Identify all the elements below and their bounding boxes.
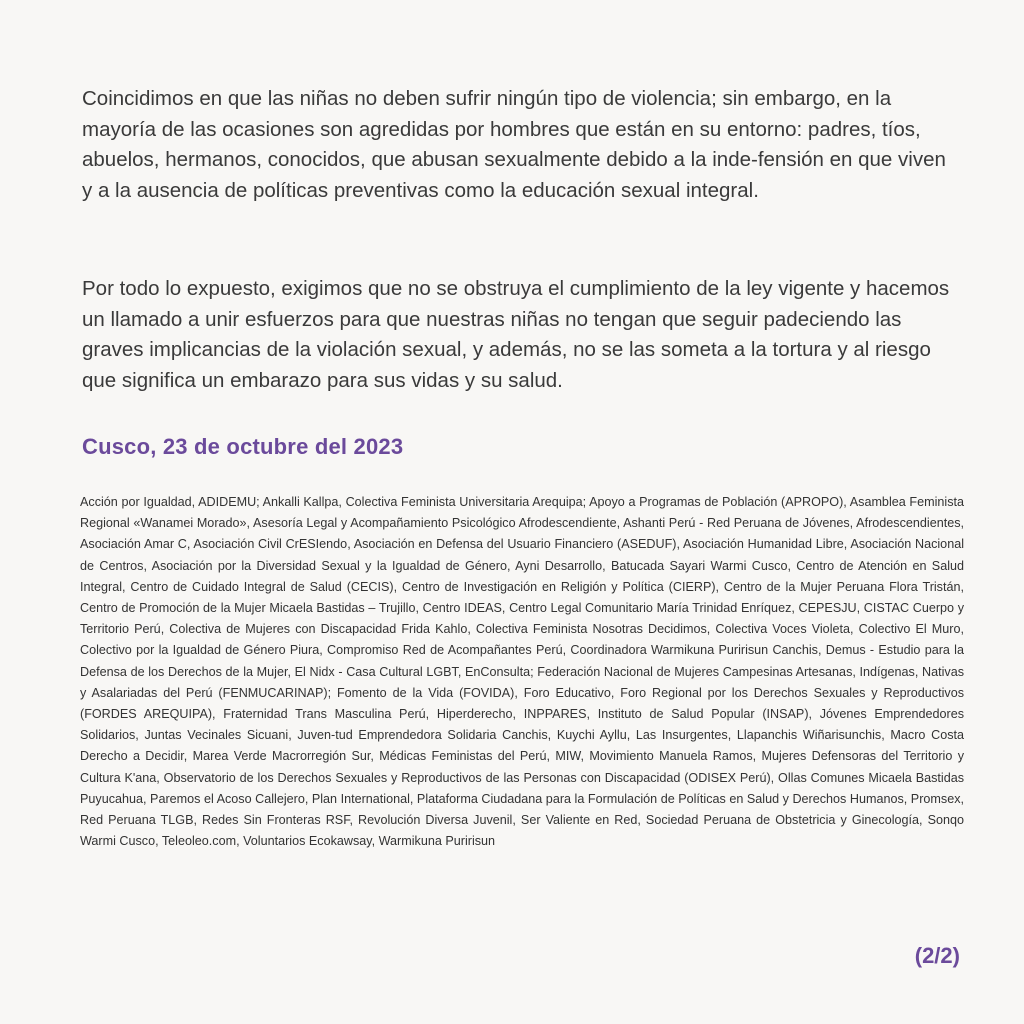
statement-paragraph: Coincidimos en que las niñas no deben sufrir ningún tipo de violencia; sin embargo, en la mayoría de las ocasiones son agredidas por hombres que están en su entorno: padres, tíos, abuelos, hermanos, conocidos, que abusan sexualmente debido a la inde-fensión en que viven y a la ausencia de políticas preventivas como la educación sexual integral. <box>82 87 946 202</box>
signatories-list: Acción por Igualdad, ADIDEMU; Ankalli Kallpa, Colectiva Feminista Universitaria Arequipa; Apoyo a Programas de Población (APROPO), Asamblea Feminista Regional «Wanamei Morado», Asesoría Legal y Acompañamiento Psicológico Afrodescendiente, Ashanti Perú - Red Peruana de Jóvenes, Afrodescendientes, Asociación Amar C, Asociación Civil CrESIendo, Asociación en Defensa del Usuario Financiero (ASEDUF), Asociación Humanidad Libre, Asociación Nacional de Centros, Asociación por la Diversidad Sexual y la Igualdad de Género, Ayni Desarrollo, Batucada Sayari Warmi Cusco, Centro de Atención en Salud Integral, Centro de Cuidado Integral de Salud (CECIS), Centro de Investigación en Religión y Política (CIERP), Centro de la Mujer Peruana Flora Tristán, Centro de Promoción de la Mujer Micaela Bastidas – Trujillo, Centro IDEAS, Centro Legal Comunitario María Trinidad Enríquez, CEPESJU, CISTAC Cuerpo y Territorio Perú, Colectiva de Mujeres con Discapacidad Frida Kahlo, Colectiva Feminista Nosotras Decidimos, Colectiva Voces Violeta, Colectivo El Muro, Colectivo por la Igualdad de Género Piura, Compromiso Red de Acompañantes Perú, Coordinadora Warmikuna Puririsun Canchis, Demus - Estudio para la Defensa de los Derechos de la Mujer, El Nidx - Casa Cultural LGBT, EnConsulta; Federación Nacional de Mujeres Campesinas Artesanas, Indígenas, Nativas y Asalariadas del Perú (FENMUCARINAP); Fomento de la Vida (FOVIDA), Foro Educativo, Foro Regional por los Derechos Sexuales y Reproductivos (FORDES AREQUIPA), Fraternidad Trans Masculina Perú, Hiperderecho, INPPARES, Instituto de Salud Popular (INSAP), Jóvenes Emprendedores Solidarios, Juntas Vecinales Sicuani, Juven-tud Emprendedora Solidaria Canchis, Kuychi Ayllu, Las Insurgentes, Llapanchis Wiñarisunchis, Macro Costa Derecho a Decidir, Marea Verde Macrorregión Sur, Médicas Feministas del Perú, MIW, Movimiento Manuela Ramos, Mujeres Defensoras del Territorio y Cultura K'ana, Observatorio de los Derechos Sexuales y Reproductivos de las Personas con Discapacidad (ODISEX Perú), Ollas Comunes Micaela Bastidas Puyucahua, Paremos el Acoso Callejero, Plan International, Plataforma Ciudadana para la Formulación de Políticas en Salud y Derechos Humanos, Promsex, Red Peruana TLGB, Redes Sin Fronteras RSF, Revolución Diversa Juvenil, Ser Valiente en Red, Sociedad Peruana de Obstetricia y Ginecología, Sonqo Warmi Cusco, Teleoleo.com, Voluntarios Ecokawsay, Warmikuna Puririsun <box>80 495 964 849</box>
place-and-date: Cusco, 23 de octubre del 2023 <box>82 434 404 459</box>
statement-paragraph: Por todo lo expuesto, exigimos que no se obstruya el cumplimiento de la ley vigente y hacemos un llamado a unir esfuerzos para que nuestras niñas no tengan que seguir padeciendo las graves implicancias de la violación sexual, y además, no se las someta a la tortura y al riesgo que significa un embarazo para sus vidas y su salud. <box>82 277 950 392</box>
page-counter: (2/2) <box>914 943 960 968</box>
